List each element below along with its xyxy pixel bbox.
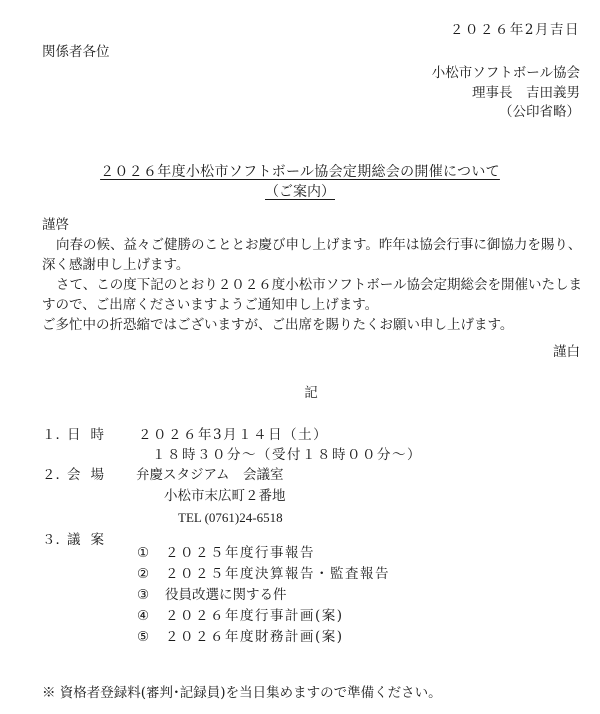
item-number-agenda: ３． — [42, 532, 69, 548]
body-line: 深く感謝申し上げます。 — [42, 257, 190, 273]
body-line: さて、この度下記のとおり２０２６度小松市ソフトボール協会定期総会を開催いたしま — [56, 277, 582, 293]
item-label-venue: 会場 — [67, 467, 114, 483]
agenda-item — [137, 606, 344, 626]
agenda-item-mark: ④ — [137, 608, 150, 624]
closing-salutation: 謹白 — [553, 344, 580, 360]
item-number-venue: ２． — [42, 467, 69, 483]
agenda-item-text: ２０２５年度行事報告 — [165, 545, 315, 561]
document-date: ２０２６年2月吉日 — [449, 22, 580, 38]
venue-address: 小松市末広町２番地 — [164, 488, 286, 504]
opening-greeting: 謹啓 — [42, 217, 69, 233]
agenda-item — [137, 585, 287, 605]
agenda-item-mark: ① — [137, 545, 150, 561]
item-number-datetime: １． — [42, 427, 69, 443]
body-line: 向春の候、益々ご健勝のこととお慶び申し上げます。昨年は協会行事に御協力を賜り、 — [56, 237, 582, 253]
seal-note: （公印省略） — [499, 104, 580, 120]
agenda-item-text: 役員改選に関する件 — [165, 587, 287, 603]
venue-name: 弁慶スタジアム 会議室 — [136, 467, 284, 483]
agenda-item — [137, 627, 344, 647]
letter-body — [42, 215, 582, 335]
event-date: ２０２６年3月１４日（土） — [138, 427, 329, 443]
agenda-item-text: ２０２６年度行事計画(案) — [165, 608, 344, 624]
agenda-item-mark: ② — [137, 566, 150, 582]
title-block — [0, 162, 600, 202]
agenda-item-text: ２０２５年度決算報告・監査報告 — [165, 566, 390, 582]
agenda-item-text: ２０２６年度財務計画(案) — [165, 629, 344, 645]
agenda-item — [137, 543, 315, 563]
sender-name: 理事長 吉田義男 — [472, 85, 580, 101]
document-subtitle: （ご案内） — [265, 184, 335, 200]
footer-note: ※ 資格者登録料(審判･記録員)を当日集めますので準備ください。 — [42, 685, 442, 701]
agenda-item — [137, 564, 390, 584]
item-label-datetime: 日時 — [67, 427, 114, 443]
agenda-item-mark: ⑤ — [137, 629, 150, 645]
agenda-item-mark: ③ — [137, 587, 150, 603]
item-label-agenda: 議案 — [67, 532, 114, 548]
event-time: １８時３０分～（受付１８時００分～） — [152, 447, 422, 463]
document-title: ２０２６年度小松市ソフトボール協会定期総会の開催について — [100, 164, 500, 180]
body-line: すので、ご出席くださいますようご通知申し上げます。 — [42, 297, 379, 313]
venue-phone: TEL (0761)24-6518 — [178, 510, 283, 525]
ki-heading: 記 — [304, 385, 318, 401]
body-line: ご多忙中の折恐縮ではございますが、ご出席を賜りたくお願い申し上げます。 — [42, 317, 514, 333]
sender-organization: 小松市ソフトボール協会 — [431, 65, 580, 81]
addressee: 関係者各位 — [42, 44, 110, 60]
